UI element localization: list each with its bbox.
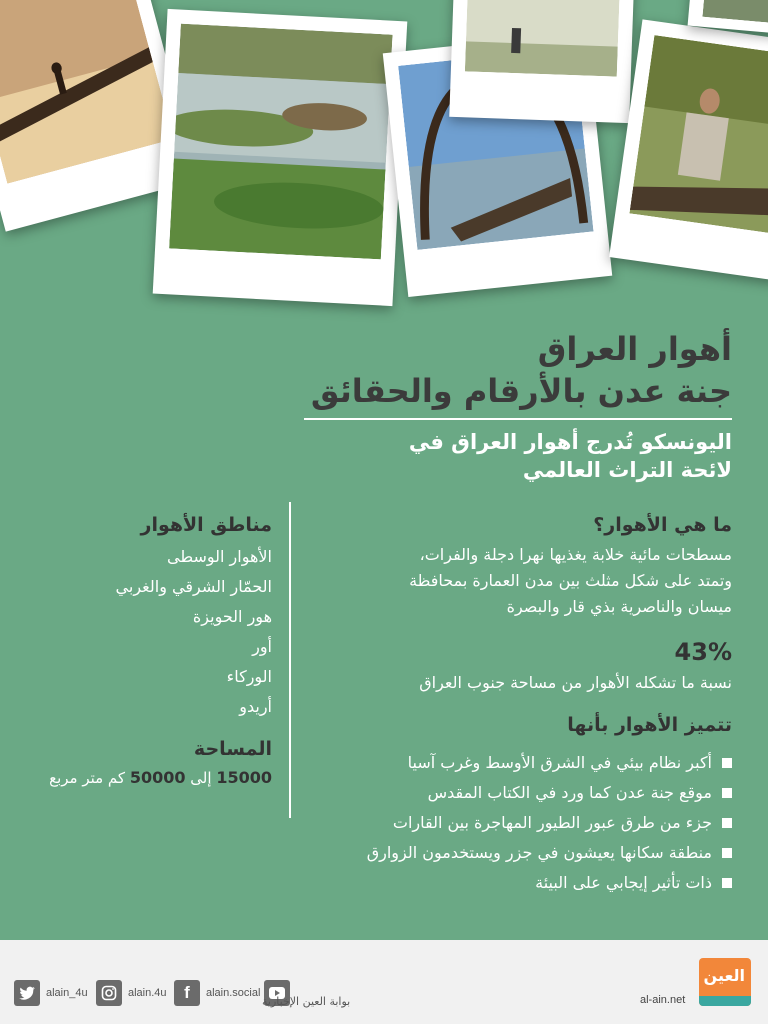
- bullet-square-icon: [722, 758, 732, 768]
- region-item: الأهوار الوسطى: [167, 547, 272, 566]
- area-value: [30, 768, 272, 787]
- bullet-square-icon: [722, 818, 732, 828]
- feature-item: موقع جنة عدن كما ورد في الكتاب المقدس: [312, 778, 732, 808]
- regions-heading: مناطق الأهوار: [140, 514, 272, 536]
- subtitle-line-1: اليونسكو تُدرج أهوار العراق في: [408, 430, 732, 454]
- bullet-square-icon: [722, 848, 732, 858]
- feature-item: أكبر نظام بيئي في الشرق الأوسط وغرب آسيا: [312, 748, 732, 778]
- region-item: الوركاء: [226, 667, 272, 686]
- site-url[interactable]: al-ain.net: [640, 994, 686, 1006]
- facebook-icon[interactable]: f: [174, 980, 200, 1006]
- subtitle: [292, 428, 732, 484]
- what-description: [312, 542, 732, 620]
- twitter-icon[interactable]: [14, 980, 40, 1006]
- feature-item: منطقة سكانها يعيشون في جزر ويستخدمون الزوارق: [312, 838, 732, 868]
- what-line-2: وتمتد على شكل مثلث بين مدن العمارة بمحافظة: [409, 571, 732, 590]
- region-item: الحمّار الشرقي والغربي: [115, 577, 272, 596]
- features-list: [312, 748, 732, 898]
- what-heading: ما هي الأهوار؟: [593, 514, 732, 536]
- facebook-handle[interactable]: alain.social: [206, 987, 261, 999]
- subtitle-line-2: لائحة التراث العالمي: [522, 458, 732, 482]
- page-title: [292, 328, 732, 412]
- features-heading: تتميز الأهوار بأنها: [567, 714, 732, 736]
- title-line-1: أهوار العراق: [537, 330, 732, 368]
- stat-caption: نسبة ما تشكله الأهوار من مساحة جنوب العراق: [419, 673, 732, 692]
- photo-fisherman-top: [449, 0, 634, 123]
- region-item: هور الحويزة: [192, 607, 272, 626]
- logo-stripe: [699, 996, 751, 1006]
- facebook-link[interactable]: [174, 980, 260, 1006]
- portal-name[interactable]: بوابة العين الإخبارية: [262, 995, 351, 1008]
- region-item: أريدو: [239, 697, 272, 716]
- alain-logo[interactable]: [699, 958, 751, 1006]
- title-divider: [304, 418, 732, 420]
- feature-item: جزء من طرق عبور الطيور المهاجرة بين القارات: [312, 808, 732, 838]
- area-to: 50000: [129, 768, 186, 787]
- regions-section: [30, 514, 272, 722]
- bullet-square-icon: [722, 878, 732, 888]
- logo-text: العين: [703, 966, 745, 985]
- area-from: 15000: [216, 768, 272, 787]
- instagram-icon[interactable]: [96, 980, 122, 1006]
- what-line-3: ميسان والناصرية بذي قار والبصرة: [506, 597, 732, 616]
- area-section: [30, 738, 272, 787]
- area-heading: المساحة: [193, 738, 272, 760]
- twitter-link[interactable]: [14, 980, 88, 1006]
- stat-section: [312, 638, 732, 696]
- column-divider: [289, 502, 291, 818]
- twitter-handle[interactable]: alain_4u: [46, 987, 88, 999]
- instagram-link[interactable]: [96, 980, 167, 1006]
- regions-list: [30, 542, 272, 722]
- bullet-square-icon: [722, 788, 732, 798]
- features-section: [312, 714, 732, 898]
- what-line-1: مسطحات مائية خلابة يغذيها نهرا دجلة والفرات،: [419, 545, 732, 564]
- region-item: أور: [252, 637, 272, 656]
- title-line-2: جنة عدن بالأرقام والحقائق: [310, 372, 732, 410]
- instagram-handle[interactable]: alain.4u: [128, 987, 167, 999]
- area-to-word: إلى: [190, 769, 212, 787]
- stat-value: 43%: [674, 638, 732, 666]
- what-section: [312, 514, 732, 620]
- photo-marsh-village: [153, 9, 408, 306]
- area-unit: كم متر مربع: [49, 769, 126, 787]
- feature-item: ذات تأثير إيجابي على البيئة: [312, 868, 732, 898]
